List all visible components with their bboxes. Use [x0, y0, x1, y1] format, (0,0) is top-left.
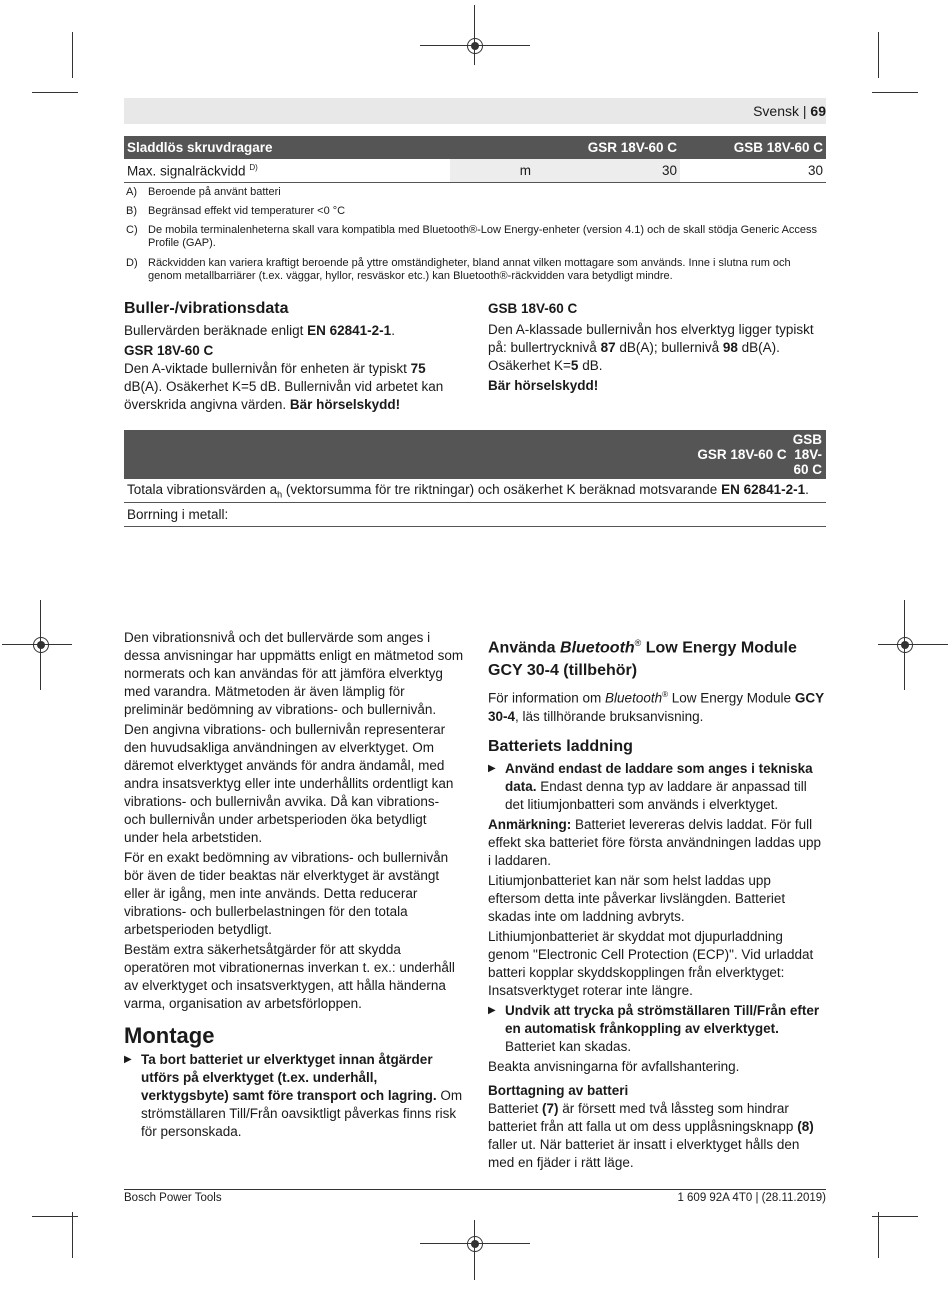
right-column: [488, 632, 826, 1174]
text: (8): [797, 1118, 814, 1134]
text: (vektorsumma för tre riktningar) och osäkerhet K beräknad motsvarande: [282, 481, 722, 497]
header-separator: |: [799, 103, 811, 119]
text: Den A-viktade bullernivån för enheten är typiskt: [124, 361, 411, 376]
text: Den A-klassade bullernivån hos elverktyg ligger typiskt på: bullertrycknivå: [488, 322, 814, 355]
unit-cell: m: [450, 159, 534, 183]
crop-mark: [32, 92, 78, 93]
text: Använda: [488, 639, 561, 657]
col-header: GSB 18V-60 C: [680, 136, 826, 159]
warning: Bär hörselskydd!: [289, 397, 401, 412]
footnote-key: C): [126, 224, 138, 236]
paragraph: Litiumjonbatteriet kan när som helst laddas upp eftersom detta inte påverkar livslängden. Batteriet skadas inte om laddning avbryts.: [488, 872, 786, 924]
section-heading: Buller-/vibrationsdata: [124, 300, 289, 317]
text: Bluetooth: [605, 690, 663, 706]
bullet-text: Endast denna typ av laddare är anpassad till det litiumjonbatteri som används i elverktyget.: [505, 778, 807, 812]
col-header: GSB 18V-60 C: [790, 430, 826, 479]
paragraph: [124, 360, 454, 414]
value-cell: 30: [680, 159, 826, 183]
value: 87: [600, 340, 616, 355]
paragraph: [488, 816, 826, 870]
subscript: h: [277, 489, 283, 500]
footnote-text: De mobila terminalenheterna skall vara kompatibla med Bluetooth®-Low Energy-enheter (version 4.1) och de skall stödja Generic Access Profile (GAP).: [148, 224, 818, 249]
noise-section-left: [124, 300, 454, 416]
bullet-item: [488, 1002, 826, 1056]
text: (7): [542, 1100, 559, 1116]
subheading-remove-battery: Borttagning av batteri: [488, 1082, 629, 1098]
crop-mark: [878, 32, 879, 78]
superscript: ®: [634, 638, 642, 648]
footer-rule: [124, 1189, 826, 1190]
paragraph: Den vibrationsnivå och det bullervärde som anges i dessa anvisningar har uppmätts enligt en mätmetod som normerats och kan användas för att jämföra elverktyg med varandra. Mätmetoden är även lämplig för preliminär bedömning av vibrations- och bullernivån.: [124, 630, 464, 717]
subheading: GSR 18V-60 C: [124, 343, 214, 358]
text: Totala vibrationsvärden a: [127, 481, 278, 497]
standard: EN 62841-2-1: [307, 323, 392, 338]
registration-mark-icon: [33, 637, 49, 653]
footer-left: Bosch Power Tools: [124, 1192, 222, 1204]
paragraph: Den angivna vibrations- och bullernivån representerar den huvudsakliga användningen av elverktyget. Om däremot elverktyget används för andra ändamål, med andra insatsverktyg eller inte underhållits ordentligt kan vibrations- och bullernivån avvika. Då kan vibrations- och bullernivån under arbetsperioden öka betydligt under hela arbetstiden.: [124, 722, 454, 845]
left-column: [124, 629, 464, 1143]
header-page: 69: [810, 103, 826, 119]
footnote-ref: D): [249, 162, 258, 172]
text: .: [805, 481, 809, 497]
paragraph: [488, 321, 824, 375]
page-number: [753, 103, 826, 119]
text: Low Energy Module: [668, 690, 795, 706]
text: dB.: [578, 358, 603, 373]
superscript: ®: [662, 690, 668, 700]
registration-mark-icon: [467, 38, 483, 54]
noise-section-right: [488, 300, 824, 397]
footnote-text: Begränsad effekt vid temperaturer <0 °C: [148, 205, 346, 217]
footnote: [124, 257, 824, 285]
value: 5: [570, 358, 579, 373]
section-heading-montage: Montage: [124, 1023, 215, 1048]
registration-mark-icon: [467, 1236, 483, 1252]
text: , läs tillhörande bruksanvisning.: [515, 708, 704, 724]
footnote: [124, 186, 824, 200]
section-heading-charging: Batteriets laddning: [488, 737, 633, 755]
row-label: [124, 159, 450, 183]
text: Batteriet levereras delvis laddat. För full effekt ska batteriet före första användningen laddas upp i laddaren.: [488, 816, 821, 868]
value-cell: 30: [534, 159, 680, 183]
table-description: [124, 479, 826, 503]
footer-right: 1 609 92A 4T0 | (28.11.2019): [677, 1192, 826, 1204]
group-label: Borrning i metall:: [124, 503, 826, 527]
bullet-text: Om strömställaren Till/Från oavsiktligt påverkas finns risk för personskada.: [141, 1088, 463, 1139]
paragraph: [488, 1100, 826, 1172]
paragraph: [124, 322, 454, 340]
footnote-key: D): [126, 257, 138, 269]
text: Anmärkning:: [488, 816, 572, 832]
text: .: [391, 323, 395, 338]
text: dB(A); bullernivå: [615, 340, 723, 355]
page-header-bar: [124, 98, 826, 124]
row-label-text: Max. signalräckvidd: [127, 163, 246, 179]
subheading: GSB 18V-60 C: [488, 301, 578, 316]
footnote-text: Räckvidden kan variera kraftigt beroende på yttre omständigheter, bland annat vilken mottagare som används. Inne i slutna rum och genom metallbarriärer (t.ex. väggar, hyllor, resväskor etc.) kan Bluetooth®-räckvidden vara betydligt mindre.: [148, 257, 791, 282]
footnote-text: Beroende på använt batteri: [148, 186, 281, 198]
header-language: Svensk: [753, 103, 799, 119]
value: 75: [410, 361, 426, 376]
standard: EN 62841-2-1: [721, 481, 806, 497]
text: Low Energy Module GCY 30-4 (tillbehör): [488, 639, 797, 680]
section-heading-bluetooth: [488, 632, 826, 682]
vibration-table: [124, 430, 826, 527]
bullet-text: Batteriet kan skadas.: [505, 1038, 632, 1054]
footnote: [124, 224, 824, 252]
crop-mark: [878, 1212, 879, 1258]
text: Batteriet: [488, 1100, 543, 1116]
crop-mark: [72, 32, 73, 78]
crop-mark: [872, 92, 918, 93]
paragraph: För en exakt bedömning av vibrations- och bullernivån bör även de tider beaktas när elverktyget är avstängt eller är igång, men inte används. Detta reducerar vibrations- och bullerbelastningen för den totala arbetsperioden betydligt.: [124, 850, 449, 937]
paragraph: Lithiumjonbatteriet är skyddat mot djupurladdning genom "Electronic Cell Protection (ECP)". Vid urladdat batteri kopplar skyddskopplingen från elverktyget: Insatsverktyget roterar inte längre.: [488, 928, 814, 998]
header-blank: [124, 430, 630, 479]
text: För information om: [488, 690, 606, 706]
crop-mark: [872, 1216, 918, 1217]
text: Bullervärden beräknade enligt: [124, 323, 308, 338]
registration-mark-icon: [897, 637, 913, 653]
bullet-item: [488, 760, 826, 814]
crop-mark: [474, 5, 475, 65]
footnote-key: B): [126, 205, 137, 217]
bullet-item: [124, 1051, 464, 1141]
text: Bluetooth: [560, 639, 635, 657]
crop-mark: [878, 644, 948, 645]
footnote: [124, 205, 824, 219]
table-title: Sladdlös skruvdragare: [124, 136, 450, 159]
warning: Bär hörselskydd!: [488, 378, 599, 393]
footnote-key: A): [126, 186, 137, 198]
text: dB(A). Osäkerhet K=5 dB. Bullernivån vid arbetet kan överskrida angivna värden.: [124, 379, 444, 412]
paragraph: [488, 377, 824, 395]
text: faller ut. När batteriet är insatt i elverktyget hålls den med en fjäder i rätt läge.: [488, 1136, 800, 1170]
paragraph: Beakta anvisningarna för avfallshantering.: [488, 1058, 740, 1074]
text: GCY 30-4: [488, 690, 824, 724]
crop-mark: [72, 1212, 73, 1258]
text: är försett med två låssteg som hindrar batteriet från att falla ut om dess upplåsningsknapp: [488, 1100, 798, 1134]
bullet-bold: Undvik att trycka på strömställaren Till/Från efter en automatisk frånkoppling av elverktyget.: [505, 1002, 820, 1036]
text: dB(A). Osäkerhet K=: [488, 340, 780, 373]
value: 98: [722, 340, 738, 355]
col-header: GSR 18V-60 C: [534, 136, 680, 159]
spec-table: [124, 136, 826, 183]
bullet-bold: Ta bort batteriet ur elverktyget innan åtgärder utförs på elverktyget (t.ex. underhåll, verktygsbyte) samt före transport och lagring.: [141, 1052, 437, 1103]
paragraph: [488, 686, 826, 726]
col-header: GSR 18V-60 C: [630, 430, 790, 479]
bullet-bold: Använd endast de laddare som anges i tekniska data.: [505, 760, 813, 794]
crop-mark: [32, 1216, 78, 1217]
paragraph: Bestäm extra säkerhetsåtgärder för att skydda operatören mot vibrationernas inverkan t. ex.: underhåll av elverktyget och insatsverktygen, att hålla händerna varma, organisation av arbetsförloppen.: [124, 942, 455, 1011]
